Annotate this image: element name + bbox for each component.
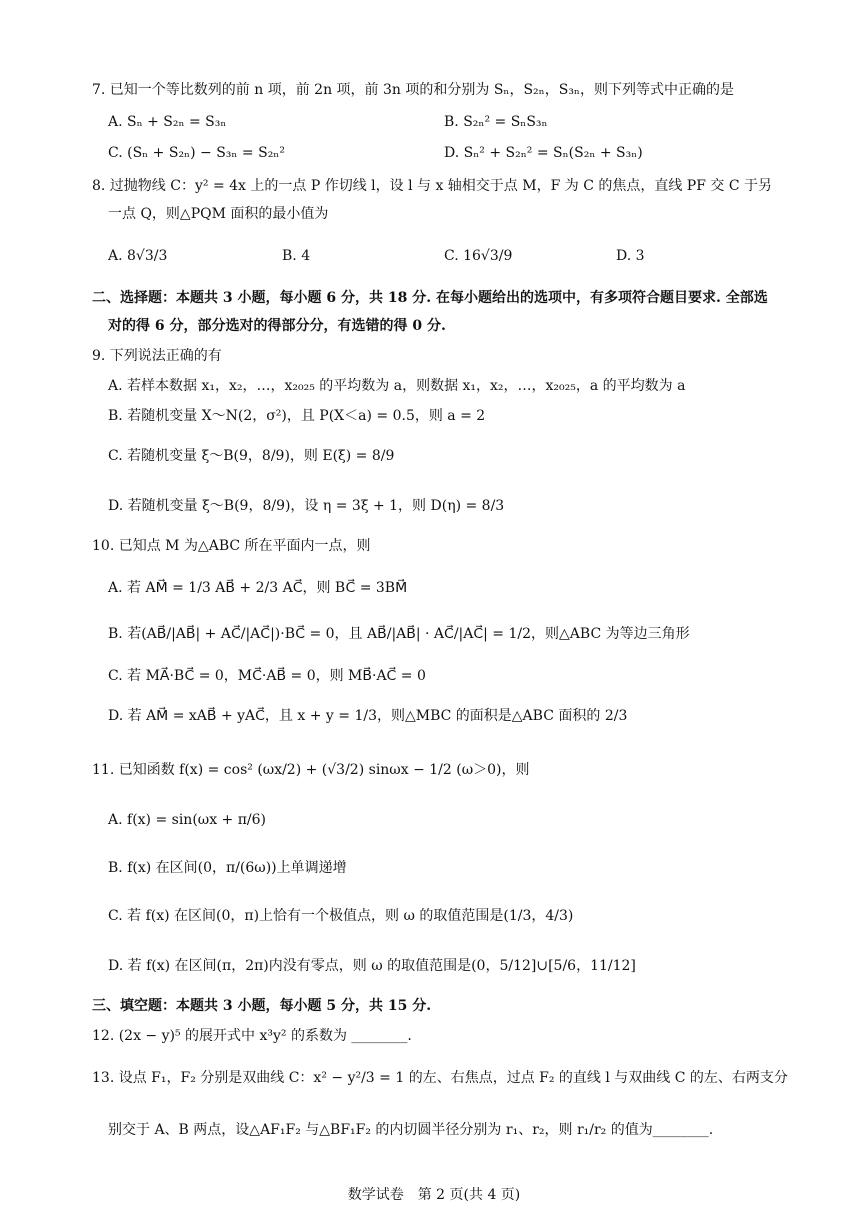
q11-option-a: A. f(x) = sin(ωx + π/6) xyxy=(108,812,267,828)
q11-option-b: B. f(x) 在区间(0，π/(6ω))上单调递增 xyxy=(108,860,347,876)
page-footer: 数学试卷 第 2 页(共 4 页) xyxy=(347,1187,521,1203)
q9-option-d: D. 若随机变量 ξ～B(9，8/9)，设 η = 3ξ + 1，则 D(η) = 8/3 xyxy=(108,498,505,514)
q10-option-c: C. 若 MA⃗·BC⃗ = 0，MC⃗·AB⃗ = 0，则 MB⃗·AC⃗ = 0 xyxy=(108,668,426,684)
q7-option-d: D. Sₙ² + S₂ₙ² = Sₙ(S₂ₙ + S₃ₙ) xyxy=(444,145,643,161)
q9-option-c: C. 若随机变量 ξ～B(9，8/9)，则 E(ξ) = 8/9 xyxy=(108,448,395,464)
question-12: 12. (2x − y)⁵ 的展开式中 x³y² 的系数为 ________. xyxy=(92,1028,412,1044)
q11-option-d: D. 若 f(x) 在区间(π，2π)内没有零点，则 ω 的取值范围是(0，5/12]∪[5/6，11/12] xyxy=(108,958,636,974)
question-13-cont: 别交于 A、B 两点，设△AF₁F₂ 与△BF₁F₂ 的内切圆半径分别为 r₁、r₂，则 r₁/r₂ 的值为________. xyxy=(108,1122,714,1138)
q11-option-c: C. 若 f(x) 在区间(0，π)上恰有一个极值点，则 ω 的取值范围是(1/3，4/3) xyxy=(108,908,574,924)
q8-option-d: D. 3 xyxy=(616,248,645,264)
q7-option-b: B. S₂ₙ² = SₙS₃ₙ xyxy=(444,114,548,130)
q8-option-a: A. 8√3/3 xyxy=(108,248,168,264)
section-2-heading: 二、选择题：本题共 3 小题，每小题 6 分，共 18 分. 在每小题给出的选项中，有多项符合题目要求. 全部选 xyxy=(92,290,768,306)
q7-option-a: A. Sₙ + S₂ₙ = S₃ₙ xyxy=(108,114,227,130)
question-13: 13. 设点 F₁，F₂ 分别是双曲线 C：x² − y²/3 = 1 的左、右焦点，过点 F₂ 的直线 l 与双曲线 C 的左、右两支分 xyxy=(92,1070,788,1086)
q8-option-c: C. 16√3/9 xyxy=(444,248,513,264)
question-7: 7. 已知一个等比数列的前 n 项，前 2n 项，前 3n 项的和分别为 Sₙ，S₂ₙ，S₃ₙ，则下列等式中正确的是 xyxy=(92,82,734,98)
q10-option-a: A. 若 AM⃗ = 1/3 AB⃗ + 2/3 AC⃗，则 BC⃗ = 3BM⃗ xyxy=(108,580,408,596)
question-9: 9. 下列说法正确的有 xyxy=(92,348,222,364)
q7-option-c: C. (Sₙ + S₂ₙ) − S₃ₙ = S₂ₙ² xyxy=(108,145,285,161)
q10-option-d: D. 若 AM⃗ = xAB⃗ + yAC⃗，且 x + y = 1/3，则△MBC 的面积是△ABC 面积的 2/3 xyxy=(108,708,628,724)
question-8-cont: 一点 Q，则△PQM 面积的最小值为 xyxy=(108,206,329,222)
question-10: 10. 已知点 M 为△ABC 所在平面内一点，则 xyxy=(92,538,371,554)
question-11: 11. 已知函数 f(x) = cos² (ωx/2) + (√3/2) sinωx − 1/2 (ω＞0)，则 xyxy=(92,762,530,778)
q9-option-b: B. 若随机变量 X～N(2，σ²)，且 P(X＜a) = 0.5，则 a = 2 xyxy=(108,408,486,424)
q10-option-b: B. 若(AB⃗/|AB⃗| + AC⃗/|AC⃗|)·BC⃗ = 0，且 AB⃗/|AB⃗| · AC⃗/|AC⃗| = 1/2，则△ABC 为等边三角形 xyxy=(108,626,690,642)
q9-option-a: A. 若样本数据 x₁，x₂，…，x₂₀₂₅ 的平均数为 a，则数据 x₁，x₂，…，x₂₀₂₅，a 的平均数为 a xyxy=(108,378,686,394)
section-3-heading: 三、填空题：本题共 3 小题，每小题 5 分，共 15 分. xyxy=(92,998,432,1014)
section-2-heading-cont: 对的得 6 分，部分选对的得部分分，有选错的得 0 分. xyxy=(108,318,446,334)
q8-option-b: B. 4 xyxy=(282,248,311,264)
question-8: 8. 过抛物线 C：y² = 4x 上的一点 P 作切线 l，设 l 与 x 轴相交于点 M，F 为 C 的焦点，直线 PF 交 C 于另 xyxy=(92,178,773,194)
